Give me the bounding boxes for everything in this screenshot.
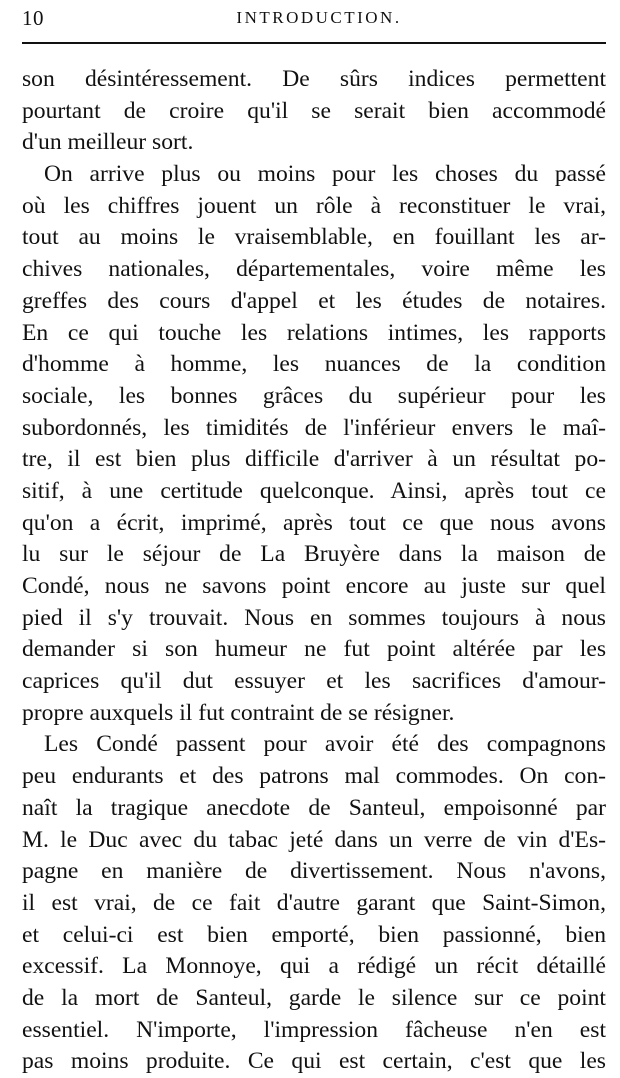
text-line: tre, il est bien plus difficile d'arriver à un résultat po- [22,446,606,473]
text-line: Les Condé passent pour avoir été des compagnons [44,731,606,758]
text-line: lu sur le séjour de La Bruyère dans la maison de [22,541,606,568]
text-line: greffes des cours d'appel et les études de notaires. [22,287,606,314]
text-line: pied il s'y trouvait. Nous en sommes toujours à nous [22,604,606,631]
text-line: On arrive plus ou moins pour les choses du passé [44,161,606,188]
text-line: il est vrai, de ce fait d'autre garant que Saint-Simon, [22,889,606,916]
text-line: pagne en manière de divertissement. Nous n'avons, [22,858,606,885]
text-line: Condé, nous ne savons point encore au juste sur quel [22,573,606,599]
text-line: pourtant de croire qu'il se serait bien accommodé [22,97,606,124]
text-line: essentiel. N'importe, l'impression fâcheuse n'en est [22,1016,606,1043]
body-text [22,64,606,1078]
text-line: sociale, les bonnes grâces du supérieur pour les [22,382,606,409]
text-line: excessif. La Monnoye, qui a rédigé un récit détaillé [22,953,606,980]
text-line: sitif, à une certitude quelconque. Ainsi, après tout ce [22,477,606,504]
text-line: caprices qu'il dut essuyer et les sacrifices d'amour- [22,668,606,695]
text-line: naît la tragique anecdote de Santeul, empoisonné par [22,794,606,821]
text-line: M. le Duc avec du tabac jeté dans un verre de vin d'Es- [22,826,606,853]
text-line: d'homme à homme, les nuances de la condition [22,351,606,378]
text-line: En ce qui touche les relations intimes, les rapports [22,319,606,346]
text-line: son désintéressement. De sûrs indices permettent [22,66,606,92]
text-line: d'un meilleur sort. [22,129,194,156]
text-line: où les chiffres jouent un rôle à reconstituer le vrai, [22,192,606,219]
text-line: propre auxquels il fut contraint de se résigner. [22,699,455,726]
text-line: subordonnés, les timidités de l'inférieur envers le maî- [22,414,606,441]
running-head [22,6,606,32]
paragraph [22,159,606,729]
running-title: INTRODUCTION. [236,8,402,27]
text-line: et celui-ci est bien emporté, bien passionné, bien [22,921,606,948]
header-rule [22,42,606,44]
paragraph [22,729,606,1078]
text-line: chives nationales, départementales, voire même les [22,256,606,283]
paragraph [22,64,606,159]
text-line: demander si son humeur ne fut point altérée par les [22,636,606,663]
text-line: de la mort de Santeul, garde le silence sur ce point [22,984,606,1011]
text-line: pas moins produite. Ce qui est certain, c'est que les [22,1048,606,1075]
text-line: tout au moins le vraisemblable, en fouillant les ar- [22,224,606,251]
text-line: qu'on a écrit, imprimé, après tout ce que nous avons [22,509,606,536]
page-number: 10 [22,6,44,30]
text-line: peu endurants et des patrons mal commodes. On con- [22,763,606,790]
